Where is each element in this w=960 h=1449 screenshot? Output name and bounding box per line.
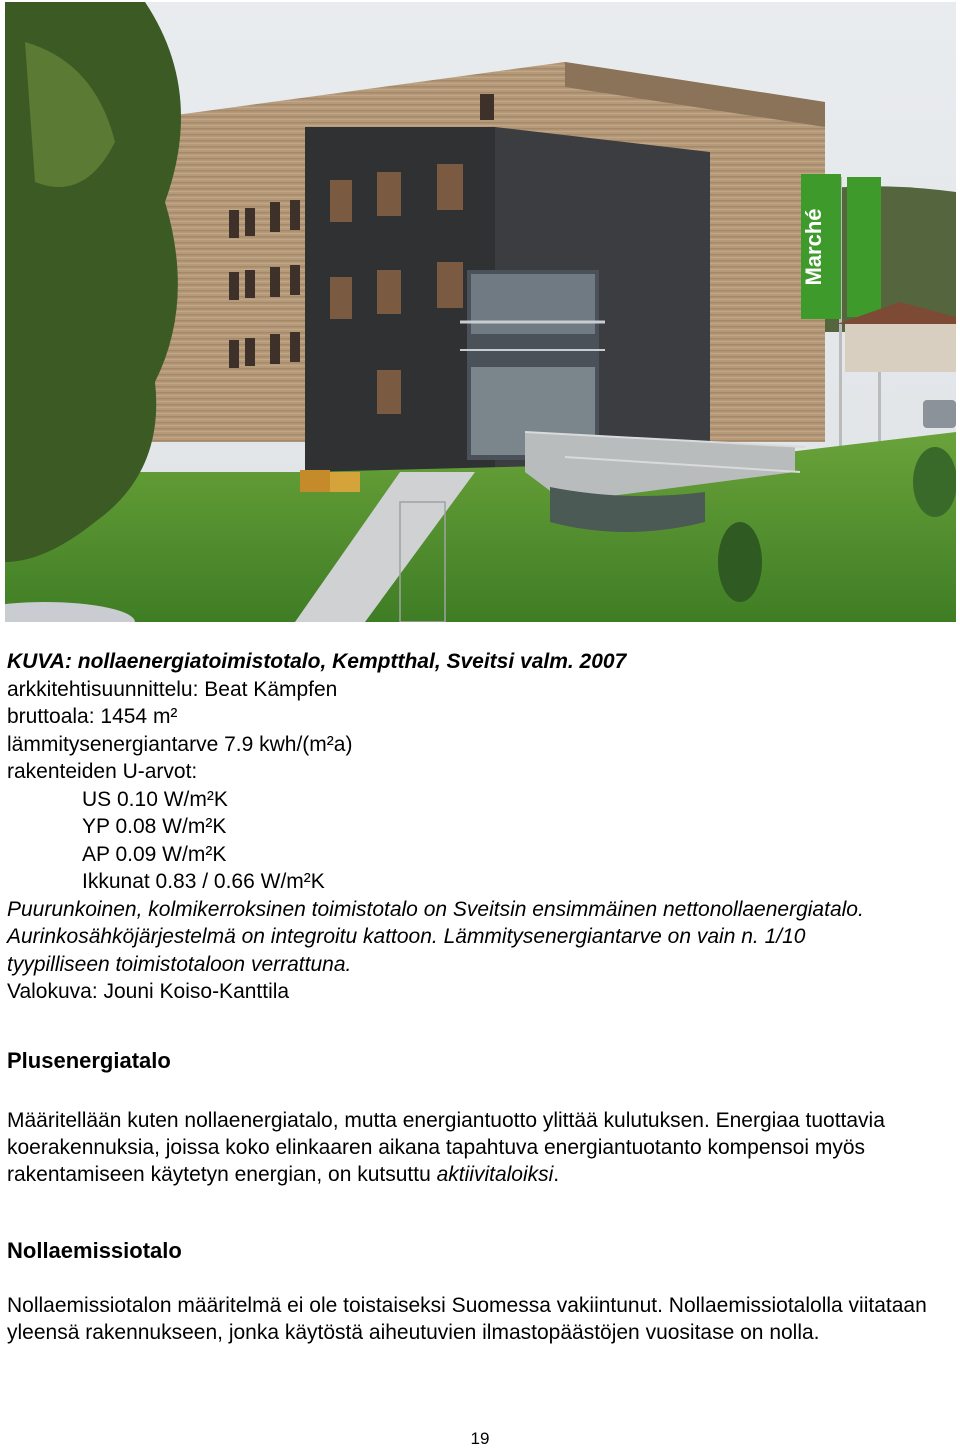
caption-u-values-label: rakenteiden U-arvot: <box>7 760 198 783</box>
caption-description-line: Puurunkoinen, kolmikerroksinen toimistotalo on Sveitsin ensimmäinen nettonollaenergiatalo. <box>7 897 864 921</box>
photo-caption <box>7 648 947 1006</box>
caption-u-value: YP 0.08 W/m²K <box>82 815 227 838</box>
section-heading-zero-emission: Nollaemissiotalo <box>7 1238 182 1263</box>
caption-description-line: Aurinkosähköjärjestelmä on integroitu kattoon. Lämmitysenergiantarve on vain n. 1/10 <box>7 925 806 948</box>
caption-gross-area: bruttoala: 1454 m² <box>7 705 178 728</box>
caption-heating-demand: lämmitysenergiantarve 7.9 kwh/(m²a) <box>7 732 353 756</box>
paragraph-italic-term: aktiivitaloiksi <box>436 1163 554 1186</box>
section-heading-plusenergy: Plusenergiatalo <box>7 1048 171 1073</box>
paragraph-text: . <box>553 1163 560 1186</box>
page-number: 19 <box>470 1429 490 1448</box>
caption-u-value: AP 0.09 W/m²K <box>82 842 227 866</box>
caption-architect: arkkitehtisuunnittelu: Beat Kämpfen <box>7 677 338 701</box>
caption-title: KUVA: nollaenergiatoimistotalo, Kemptthal, Sveitsi valm. 2007 <box>7 650 627 673</box>
caption-u-value: US 0.10 W/m²K <box>82 787 228 811</box>
building-photo <box>5 2 956 622</box>
section-paragraph-plusenergy <box>7 1107 947 1188</box>
flag-text: Marché <box>801 208 826 286</box>
section-paragraph-zero-emission: Nollaemissiotalon määritelmä ei ole toistaiseksi Suomessa vakiintunut. Nollaemissiotalolla viitataan yleensä rakennukseen, jonka käytöstä aiheutuvien ilmastopäästöjen vuositase on nolla. <box>7 1294 927 1344</box>
paragraph-text: Määritellään kuten nollaenergiatalo, mutta energiantuotto ylittää kulutuksen. Energiaa tuottavia koerakennuksia, joissa koko elinkaaren aikana tapahtuva energiantuotanto kompensoi myös rakentamiseen käytetyn energian, on kutsuttu <box>7 1109 885 1186</box>
caption-description-line: tyypilliseen toimistotaloon verrattuna. <box>7 952 352 976</box>
caption-u-value: Ikkunat 0.83 / 0.66 W/m²K <box>82 870 325 893</box>
caption-photo-credit: Valokuva: Jouni Koiso-Kanttila <box>7 980 290 1003</box>
